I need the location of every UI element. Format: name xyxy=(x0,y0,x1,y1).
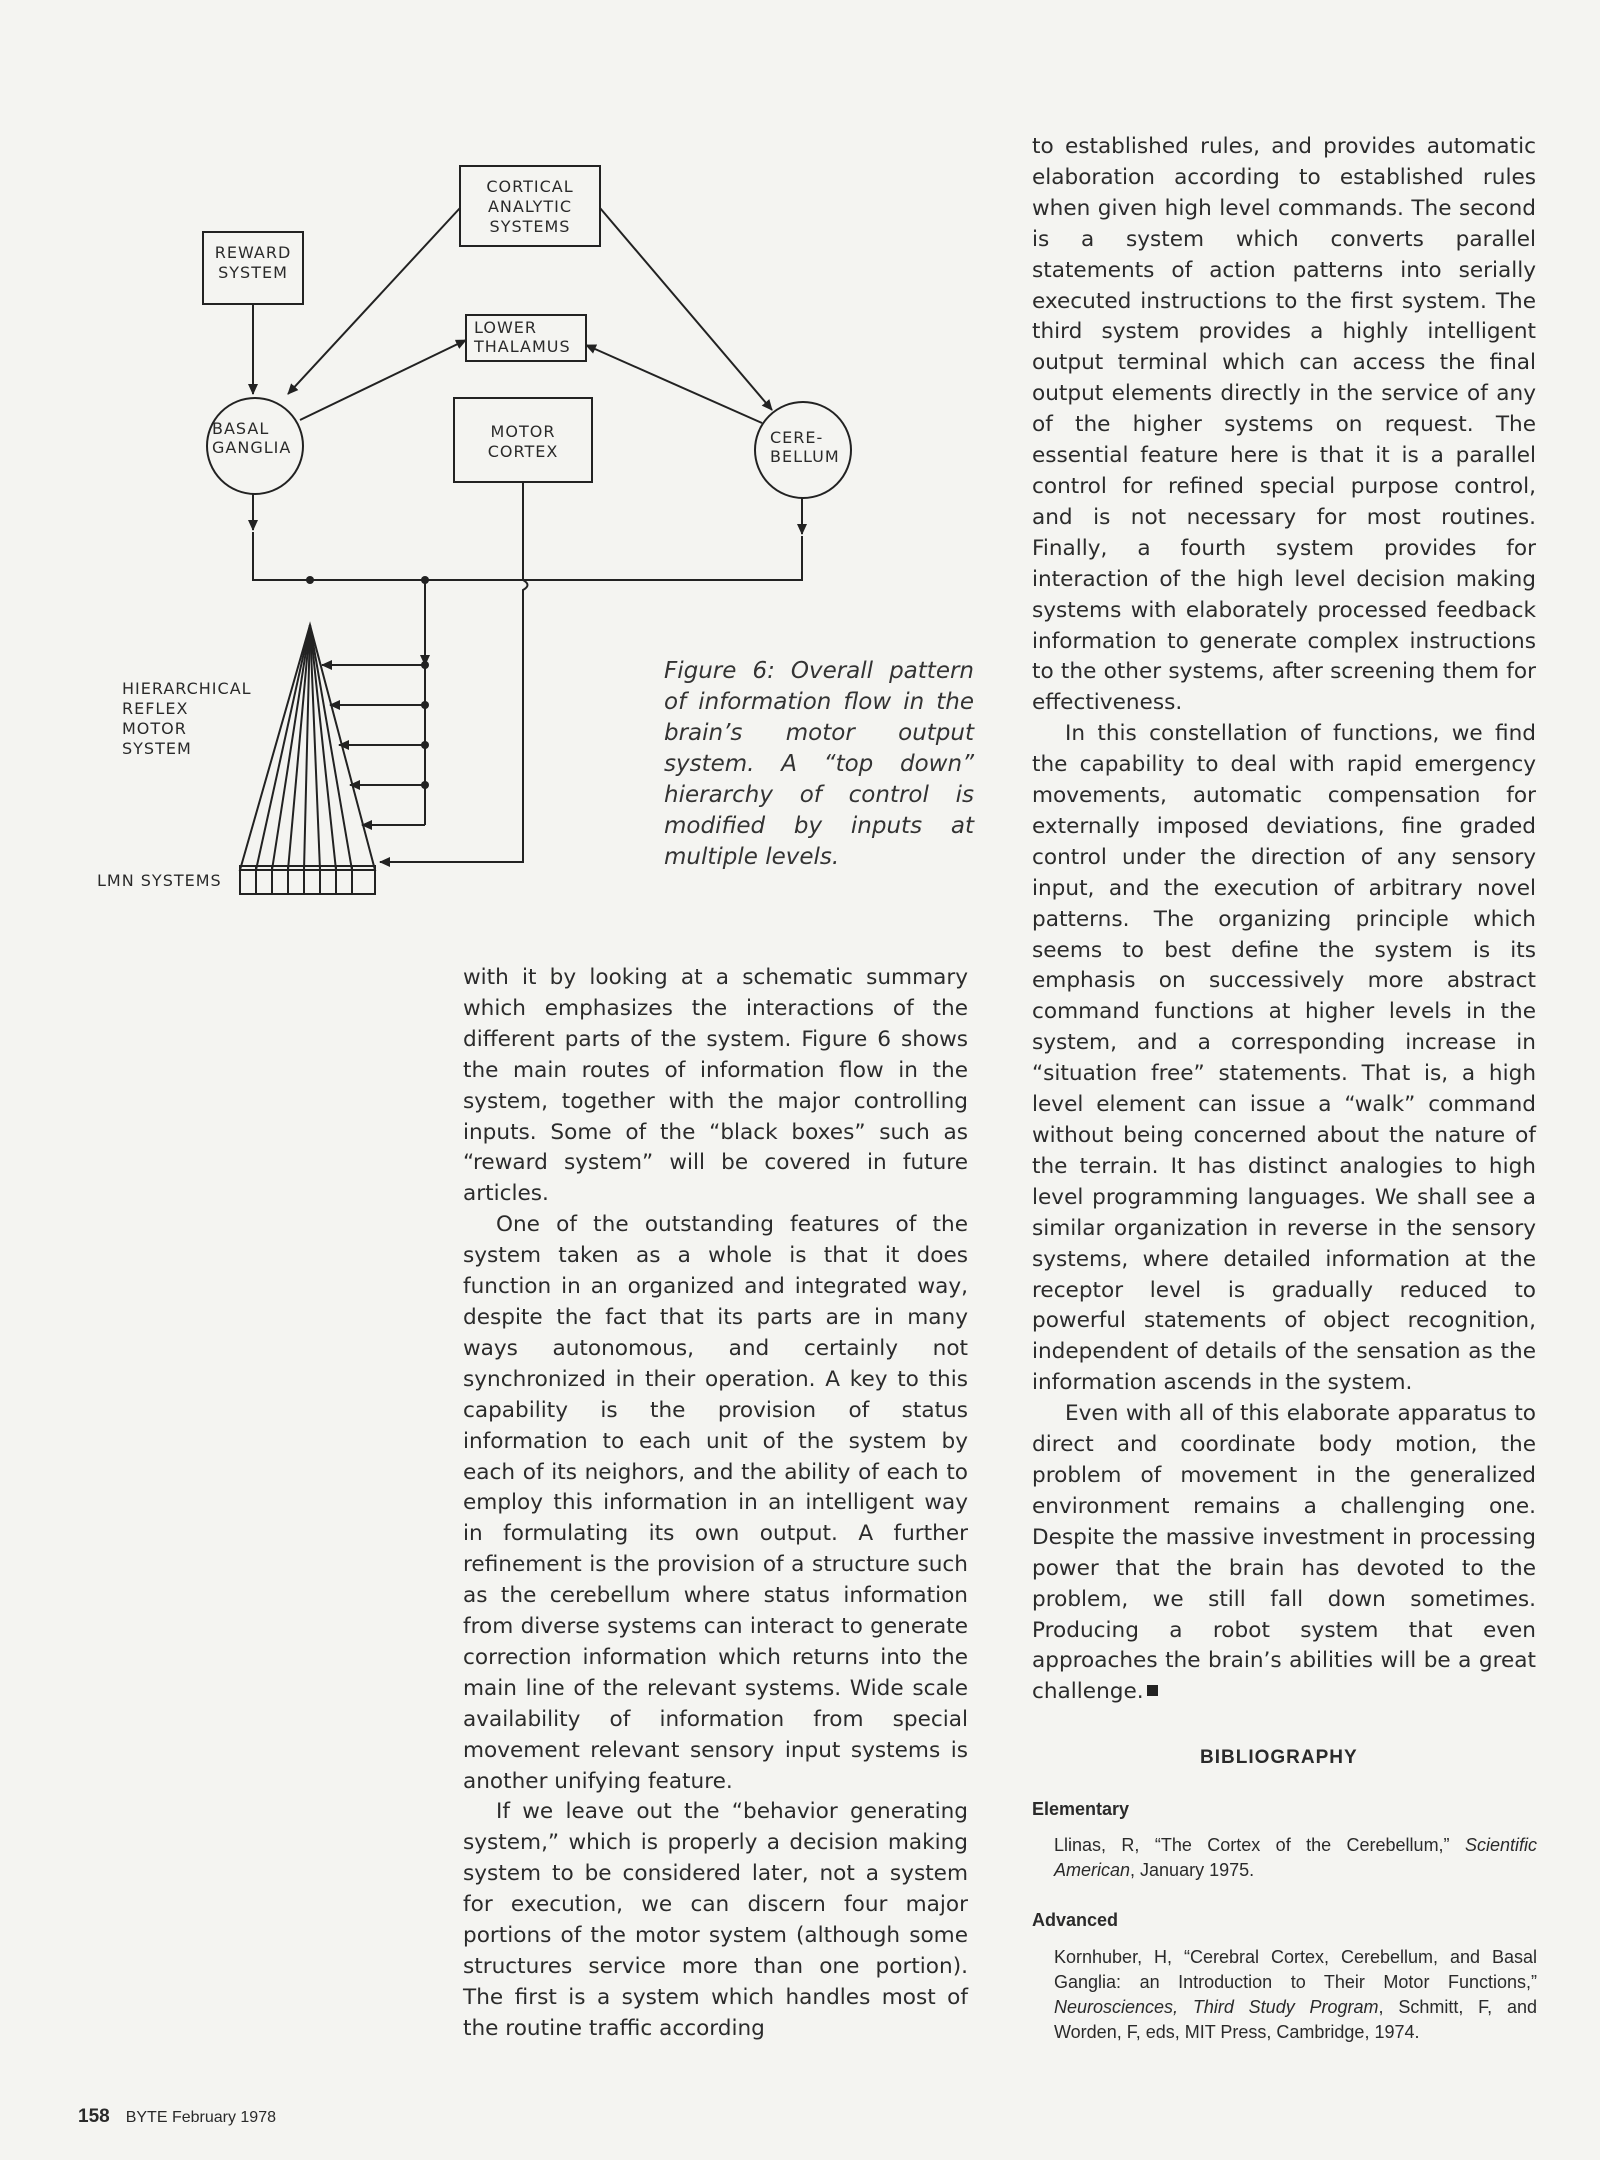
thalamus-label-line-1: LOWER xyxy=(474,318,537,337)
publication-line: BYTE February 1978 xyxy=(125,2109,276,2126)
cerebellum-label-line-1: CERE- xyxy=(770,428,824,447)
bib-heading-elementary: Elementary xyxy=(1032,1799,1130,1819)
bib-entry-tail: , January 1975. xyxy=(1130,1860,1255,1880)
thalamus-label-line-2: THALAMUS xyxy=(474,337,571,356)
reward-label-line-2: SYSTEM xyxy=(218,263,288,282)
reward-label-line-1: REWARD xyxy=(214,243,292,262)
cortical-label-line-3: SYSTEMS xyxy=(489,217,571,236)
motor-label-line-2: CORTEX xyxy=(487,442,559,461)
lmn-systems-label: LMN SYSTEMS xyxy=(97,871,222,890)
cerebellum-label-line-2: BELLUM xyxy=(770,447,840,466)
right-column xyxy=(1032,132,1536,1708)
bibliography-title: BIBLIOGRAPHY xyxy=(1200,1747,1358,1768)
bib-entry-text: Kornhuber, H, “Cerebral Cortex, Cerebellum, and Basal Ganglia: an Introduction to Their Motor Functions,” xyxy=(1054,1947,1537,1992)
paragraph-with-endmark xyxy=(1032,1399,1536,1708)
hierarchical-label-line-3: MOTOR xyxy=(122,719,187,738)
bib-heading-advanced: Advanced xyxy=(1032,1910,1119,1930)
cortical-label-line-1: CORTICAL xyxy=(486,177,574,196)
paragraph: with it by looking at a schematic summary which emphasizes the interactions of the different parts of the system. Figure 6 shows the main routes of information flow in the system, together with the major controlling inputs. Some of the “black boxes” such as “reward system” will be covered in future articles. xyxy=(463,965,968,1207)
hierarchical-label-line-1: HIERARCHICAL xyxy=(122,679,252,698)
paragraph: In this constellation of functions, we find the capability to deal with rapid emergency movements, automatic compensation for externally imposed deviations, fine graded control under the direction of any sensory input, and the execution of arbitrary novel patterns. The organizing principle which seems to best define the system is its emphasis on successively more abstract command functions at higher levels in the system, and a corresponding increase in “situation free” statements. That is, a high level element can issue a “walk” command without being concerned about the nature of the terrain. It has distinct analogies to high level programming languages. We shall see a similar organization in reverse in the sensory systems, where detailed information at the receptor level is gradually reduced to powerful statements of object recognition, independent of details of the sensation as the information ascends in the system. xyxy=(1032,721,1536,1396)
bib-entry-journal: Neurosciences, Third Study Program xyxy=(1054,1997,1379,2017)
figure-caption: Figure 6: Overall pattern of information flow in the brain’s motor output system. A “top down” hierarchy of control is modified by inputs at multiple levels. xyxy=(664,658,974,870)
end-of-article-mark xyxy=(1147,1685,1158,1696)
bib-entry-elementary xyxy=(1054,1833,1537,1883)
motor-label-line-1: MOTOR xyxy=(490,422,556,441)
basal-label-line-2: GANGLIA xyxy=(212,438,292,457)
bib-entry-journal: Scientific American xyxy=(1054,1835,1537,1880)
bib-entry-tail: , Schmitt, F, and Worden, F, eds, MIT Press, Cambridge, 1974. xyxy=(1054,1997,1537,2042)
paragraph: One of the outstanding features of the system taken as a whole is that it does function in an organized and integrated way, despite the fact that its parts are in many ways autonomous, and certainly not synchronized in their operation. A key to this capability is the provision of status information to each unit of the system by each of its neighors, and the ability of each to employ this information in an intelligent way in formulating its own output. A further refinement is the provision of a structure such as the cerebellum where status information from diverse systems can interact to generate correction information which returns into the main line of the relevant systems. Wide scale availability of information from special movement relevant sensory input systems is another unifying feature. xyxy=(463,1212,968,1794)
cortical-label-line-2: ANALYTIC xyxy=(487,197,573,216)
hierarchical-label-line-4: SYSTEM xyxy=(122,739,192,758)
paragraph: If we leave out the “behavior generating system,” which is properly a decision making system to be considered later, not a system for execution, we can discern four major portions of the motor system (although some structures service more than one portion). The first is a system which handles most of the routine traffic according xyxy=(463,1799,968,2041)
hierarchical-label-line-2: REFLEX xyxy=(122,699,189,718)
bib-entry-text: Llinas, R, “The Cortex of the Cerebellum,” xyxy=(1054,1835,1465,1855)
page-footer xyxy=(78,2106,276,2128)
bib-entry-advanced xyxy=(1054,1945,1537,2045)
paragraph-text: Even with all of this elaborate apparatus to direct and coordinate body motion, the problem of movement in the generalized environment remains a challenging one. Despite the massive investment in processing power that the brain has devoted to the problem, we still fall down sometimes. Producing a robot system that even approaches the brain’s abilities will be a great challenge. xyxy=(1032,1401,1536,1705)
basal-label-line-1: BASAL xyxy=(212,419,270,438)
page-number: 158 xyxy=(78,2106,110,2127)
paragraph: to established rules, and provides automatic elaboration according to established rules when given high level commands. The second is a system which converts parallel statements of action patterns into serially executed instructions to the first system. The third system provides a highly intelligent output terminal which can access the final output elements directly in the service of any of the higher systems on request. The essential feature here is that it is a parallel control for refined special purpose control, and is not necessary for most routines. Finally, a fourth system provides for interaction of the high level decision making systems with elaborately processed feedback information to generate complex instructions to the other systems, after screening them for effectiveness. xyxy=(1032,134,1536,716)
middle-column xyxy=(463,963,968,2045)
